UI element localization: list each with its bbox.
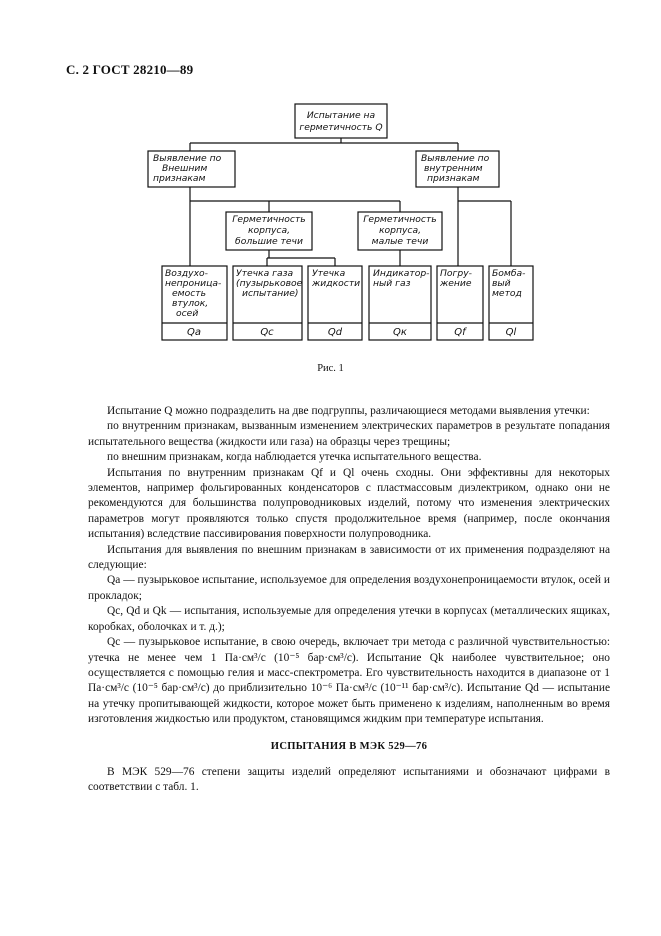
qk-line-1: Индикатор- (373, 268, 430, 279)
external-line-3: признакам (153, 173, 206, 184)
case-large-line-2: корпуса, (247, 225, 291, 236)
ql-line-2: вый (492, 278, 511, 289)
qd-line-2: жидкости (312, 278, 361, 289)
section-heading: ИСПЫТАНИЯ В МЭК 529—76 (270, 740, 428, 752)
paragraph: В МЭК 529—76 степени защиты изделий определяют испытаниями и обозначают цифрами в соответствии с табл. 1. (88, 765, 610, 794)
qd-line-1: Утечка (312, 268, 346, 279)
page-header: С. 2 ГОСТ 28210—89 (66, 62, 194, 77)
qf-line-2: жение (440, 278, 472, 289)
root-line-2: герметичность Q (299, 122, 383, 133)
internal-line-3: признакам (427, 173, 480, 184)
qa-line-5: осей (176, 308, 199, 319)
body-text (88, 404, 610, 796)
qc-line-3: испытание) (242, 288, 299, 299)
qc-line-2: (пузырьковое (236, 278, 303, 289)
case-large-line-3: большие течи (235, 236, 303, 247)
qa-line-3: емость (172, 288, 207, 299)
ql-line-1: Бомба- (492, 268, 526, 279)
qa-line-2: непроница- (165, 278, 222, 289)
qa-line-4: втулок, (172, 298, 209, 309)
internal-line-2: внутренним (424, 163, 483, 174)
figure-caption: Рис. 1 (317, 363, 344, 374)
ql-line-3: метод (492, 288, 522, 299)
root-line-1: Испытание на (306, 110, 376, 121)
external-line-1: Выявление по (153, 153, 222, 164)
qf-code: Qf (454, 327, 466, 338)
qa-code: Qa (187, 327, 201, 338)
paragraph: по внутренним признакам, вызванным изменением электрических параметров в результате попадания испытательного вещества (жидкости или газа) на образцы через трещины; (88, 420, 610, 448)
qc-code: Qc (260, 327, 274, 338)
case-large-line-1: Герметичность (232, 214, 306, 225)
flowchart-diagram (0, 0, 661, 380)
paragraph: Qc — пузырьковое испытание, в свою очередь, включает три метода с различной чувствительностью: утечка не менее чем 1 Па·см³/с (10⁻⁵ бар·см³/с). Испытание Qk наиболее чувствительное; оно осуществляется с помощью гелия и масс-спектрометра. Его чувствительность находится в диапазоне от 1 Па·см³/с (10⁻⁵ бар·см³/с) до приблизительно 10⁻⁶ Па·см³/с (10⁻¹¹ бар·см³/с). Испытание Qd — испытание на утечку пропитывающей жидкости, которое может быть применено к изделиям, наполненным во время изготовления жидкостью или продуктом, становящимся жидким при температуре испытания. (88, 636, 610, 726)
external-line-2: Внешним (162, 163, 208, 174)
paragraph: Испытания по внутренним признакам Qf и Ql очень сходны. Они эффективны для некоторых элементов, например фольгированных конденсаторов с пластмассовым диэлектриком, однако они не рекомендуются для большинства полупроводниковых изделий, потому что изменения электрических параметров могут проявляются только спустя продолжительное время (например, после окончания испытания) вследствие пассивирования поверхности полупроводника. (88, 466, 610, 541)
qa-line-1: Воздухо- (165, 268, 208, 279)
case-small-line-3: малые течи (371, 236, 429, 247)
case-small-line-1: Герметичность (363, 214, 437, 225)
paragraph: Испытания для выявления по внешним признакам в зависимости от их применения подразделяют на следующие: (88, 543, 610, 572)
qk-line-2: ный газ (373, 278, 411, 289)
qk-code: Qк (393, 327, 407, 338)
ql-code: Ql (505, 327, 517, 338)
paragraph: Qc, Qd и Qk — испытания, используемые для определения утечки в корпусах (металлических ящиках, коробках, оболочках и т. д.); (88, 605, 610, 633)
qf-line-1: Погру- (440, 268, 472, 279)
qc-line-1: Утечка газа (236, 268, 294, 279)
paragraph: по внешним признакам, когда наблюдается утечка испытательного вещества. (107, 451, 482, 464)
paragraph: Qa — пузырьковое испытание, используемое для определения воздухонепроницаемости втулок, осей и прокладок; (88, 574, 610, 602)
internal-line-1: Выявление по (421, 153, 490, 164)
case-small-line-2: корпуса, (378, 225, 422, 236)
paragraph: Испытание Q можно подразделить на две подгруппы, различающиеся методами выявления утечки: (107, 405, 590, 417)
qd-code: Qd (327, 327, 343, 338)
